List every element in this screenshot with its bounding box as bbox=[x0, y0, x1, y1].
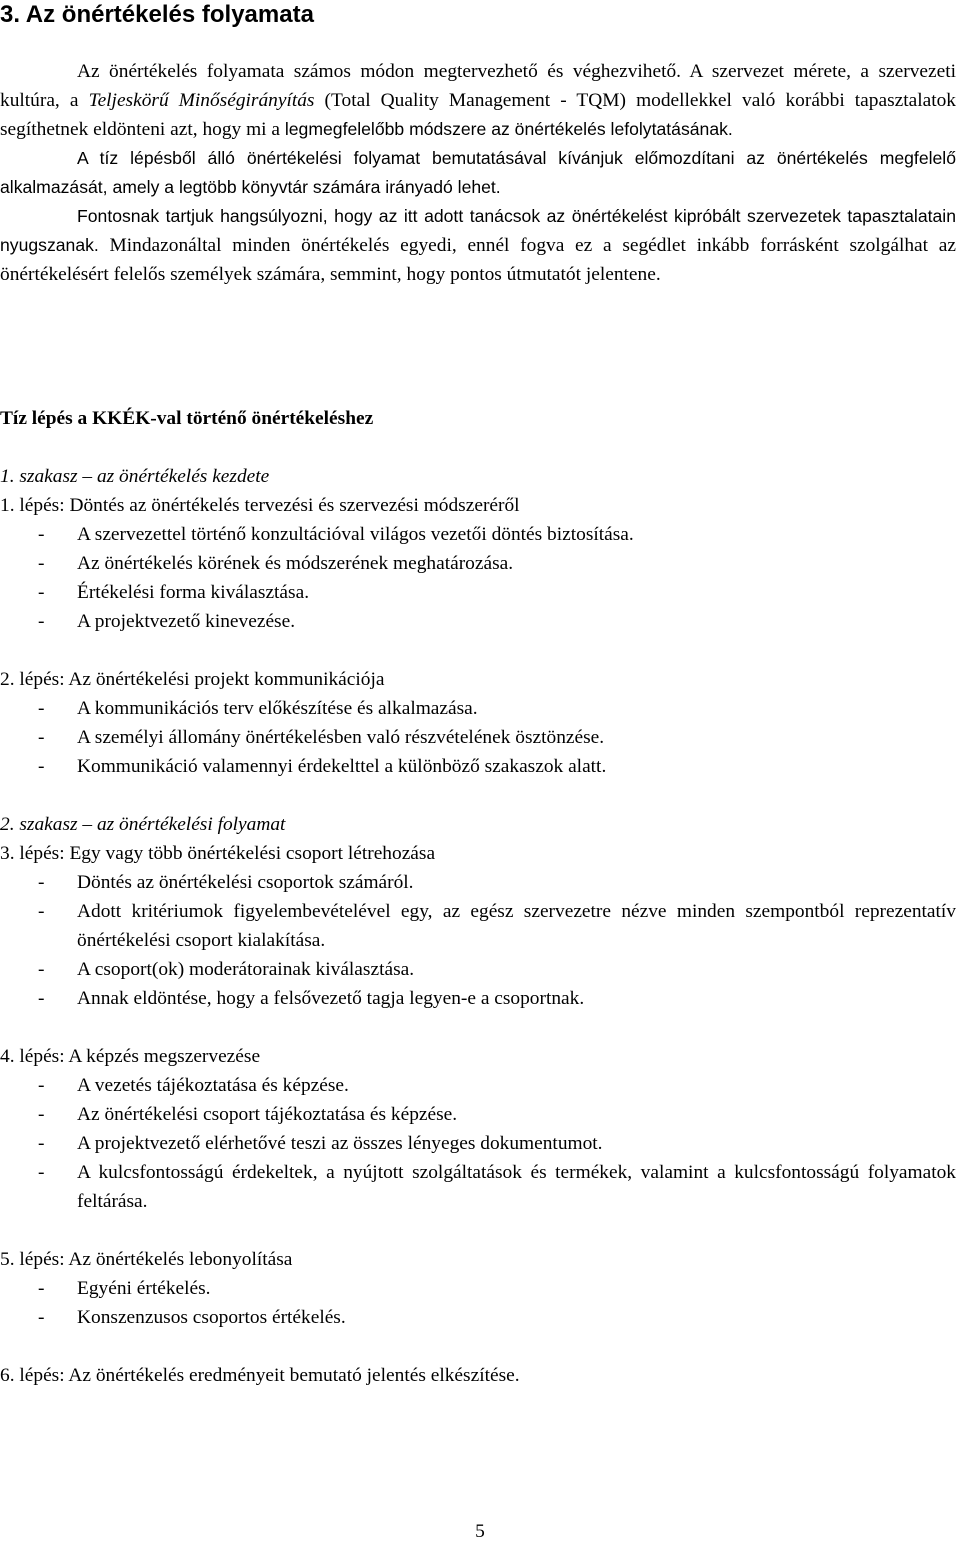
dash-bullet: - bbox=[38, 1278, 45, 1299]
list-item bbox=[0, 1274, 956, 1303]
list-item-text: A kulcsfontosságú érdekeltek, a nyújtott szolgáltatások és termékek, valamint a kulcsfontosságú folyamatok feltárása. bbox=[77, 1162, 956, 1212]
list-item bbox=[0, 868, 956, 897]
intro-sentence-3a: Fontosnak tartjuk hangsúlyozni, hogy az itt adott tanácsok az önértékelést kipróbált szervezetek tapasztalatain nyugszanak. bbox=[0, 206, 956, 255]
step-title: 2. lépés: Az önértékelési projekt kommunikációja bbox=[0, 669, 385, 690]
list-item bbox=[0, 752, 956, 781]
spacer bbox=[0, 1216, 956, 1245]
intro-sentence-3b: Mindazonáltal minden önértékelés egyedi, ennél fogva ez a segédlet inkább forrásként szolgálhat az önértékelésért felelős személyek számára, semmint, hogy pontos útmutatót jelentene. bbox=[0, 235, 956, 285]
dash-bullet: - bbox=[38, 553, 45, 574]
list-item-text: A projektvezető elérhetővé teszi az összes lényeges dokumentumot. bbox=[77, 1133, 603, 1154]
list-item-text: A kommunikációs terv előkészítése és alkalmazása. bbox=[77, 698, 478, 719]
list-item-text: A projektvezető kinevezése. bbox=[77, 611, 296, 632]
spacer bbox=[0, 781, 956, 810]
phase-title: 1. szakasz – az önértékelés kezdete bbox=[0, 466, 270, 487]
phases-list bbox=[0, 462, 956, 1390]
list-item bbox=[0, 955, 956, 984]
step-items bbox=[0, 1274, 956, 1332]
intro-sentence-1b: A szervezet mérete, a szervezeti kultúra, a bbox=[0, 61, 956, 111]
dash-bullet: - bbox=[38, 756, 45, 777]
list-item-text: A csoport(ok) moderátorainak kiválasztása. bbox=[77, 959, 415, 980]
intro-text bbox=[0, 57, 956, 289]
dash-bullet: - bbox=[38, 698, 45, 719]
list-item bbox=[0, 520, 956, 549]
section-heading: 3. Az önértékelés folyamata bbox=[0, 1, 314, 28]
list-item-text: Az önértékelési csoport tájékoztatása és képzése. bbox=[77, 1104, 458, 1125]
page-number: 5 bbox=[475, 1521, 485, 1542]
intro-paragraph-1 bbox=[0, 57, 956, 144]
list-item-text: A vezetés tájékoztatása és képzése. bbox=[77, 1075, 349, 1096]
intro-italic-term: Teljeskörű Minőségirányítás bbox=[88, 90, 315, 111]
spacer bbox=[0, 1013, 956, 1042]
dash-bullet: - bbox=[38, 611, 45, 632]
spacer bbox=[0, 1332, 956, 1361]
step-title: 3. lépés: Egy vagy több önértékelési csoport létrehozása bbox=[0, 843, 436, 864]
intro-paragraph-2: A tíz lépésből álló önértékelési folyamat bemutatásával kívánjuk előmozdítani az önértékelés megfelelő alkalmazását, amely a legtöbb könyvtár számára irányadó lehet. bbox=[0, 148, 956, 197]
list-item-text: Kommunikáció valamennyi érdekelttel a különböző szakaszok alatt. bbox=[77, 756, 607, 777]
step-items bbox=[0, 1071, 956, 1216]
list-item bbox=[0, 578, 956, 607]
list-item bbox=[0, 1100, 956, 1129]
step-title: 6. lépés: Az önértékelés eredményeit bemutató jelentés elkészítése. bbox=[0, 1365, 520, 1386]
step-items bbox=[0, 520, 956, 636]
dash-bullet: - bbox=[38, 901, 45, 922]
list-item-text: Egyéni értékelés. bbox=[77, 1278, 211, 1299]
step-items bbox=[0, 868, 956, 1013]
dash-bullet: - bbox=[38, 524, 45, 545]
steps-subheading: Tíz lépés a KKÉK-val történő önértékeléshez bbox=[0, 408, 374, 429]
intro-paragraph-3 bbox=[0, 202, 956, 289]
dash-bullet: - bbox=[38, 1162, 45, 1183]
list-item-text: Az önértékelés körének és módszerének meghatározása. bbox=[77, 553, 514, 574]
dash-bullet: - bbox=[38, 872, 45, 893]
list-item bbox=[0, 1303, 956, 1332]
list-item bbox=[0, 1158, 956, 1216]
list-item bbox=[0, 984, 956, 1013]
list-item bbox=[0, 897, 956, 955]
intro-sentence-1c: (Total Quality Management - TQM) modellekkel való korábbi tapasztalatok segíthetnek eldönteni azt, hogy mi a bbox=[0, 90, 957, 140]
dash-bullet: - bbox=[38, 727, 45, 748]
list-item bbox=[0, 1071, 956, 1100]
list-item-text: Adott kritériumok figyelembevételével egy, az egész szervezetre nézve minden szempontból reprezentatív önértékelési csoport kialakítása. bbox=[77, 901, 956, 951]
steps-section bbox=[0, 404, 956, 1390]
list-item bbox=[0, 1129, 956, 1158]
list-item-text: Értékelési forma kiválasztása. bbox=[77, 582, 310, 603]
list-item bbox=[0, 549, 956, 578]
list-item-text: A személyi állomány önértékelésben való részvételének ösztönzése. bbox=[77, 727, 605, 748]
intro-sentence-1d: legmegfelelőbb módszere az önértékelés lefolytatásának. bbox=[284, 119, 733, 139]
step-title: 4. lépés: A képzés megszervezése bbox=[0, 1046, 261, 1067]
dash-bullet: - bbox=[38, 988, 45, 1009]
list-item bbox=[0, 723, 956, 752]
dash-bullet: - bbox=[38, 582, 45, 603]
list-item-text: Konszenzusos csoportos értékelés. bbox=[77, 1307, 346, 1328]
spacer bbox=[0, 636, 956, 665]
list-item bbox=[0, 607, 956, 636]
dash-bullet: - bbox=[38, 1075, 45, 1096]
step-title: 1. lépés: Döntés az önértékelés tervezési és szervezési módszeréről bbox=[0, 495, 520, 516]
spacer bbox=[0, 433, 956, 462]
dash-bullet: - bbox=[38, 1104, 45, 1125]
list-item-text: Döntés az önértékelési csoportok számáról. bbox=[77, 872, 414, 893]
dash-bullet: - bbox=[38, 1133, 45, 1154]
list-item bbox=[0, 694, 956, 723]
dash-bullet: - bbox=[38, 959, 45, 980]
dash-bullet: - bbox=[38, 1307, 45, 1328]
step-title: 5. lépés: Az önértékelés lebonyolítása bbox=[0, 1249, 293, 1270]
phase-title: 2. szakasz – az önértékelési folyamat bbox=[0, 814, 286, 835]
step-items bbox=[0, 694, 956, 781]
intro-sentence-1a: Az önértékelés folyamata számos módon megtervezhető és véghezvihető. bbox=[77, 61, 682, 82]
list-item-text: Annak eldöntése, hogy a felsővezető tagja legyen-e a csoportnak. bbox=[77, 988, 585, 1009]
list-item-text: A szervezettel történő konzultációval világos vezetői döntés biztosítása. bbox=[77, 524, 634, 545]
